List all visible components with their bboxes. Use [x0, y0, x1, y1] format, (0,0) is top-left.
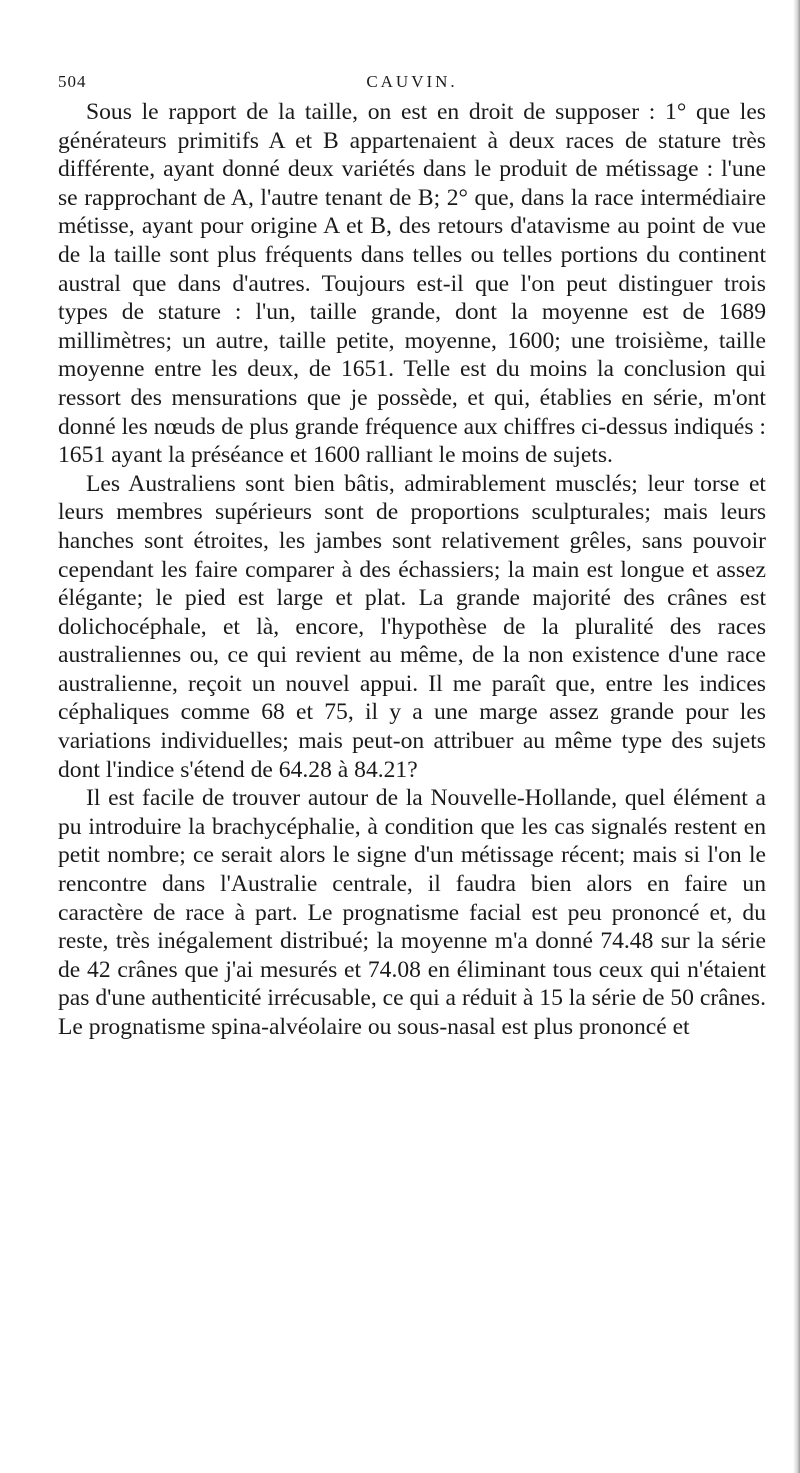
- book-page: [58, 72, 766, 1042]
- page-number: 504: [58, 72, 87, 91]
- running-title: CAUVIN.: [366, 72, 458, 91]
- paragraph-physique: Les Australiens sont bien bâtis, admirablement musclés; leur torse et leurs membres supérieurs sont de proportions sculpturales; mais leurs hanches sont étroites, les jambes sont relativement grêles, sans pouvoir cependant les faire comparer à des échassiers; la main est longue et assez élégante; le pied est large et plat. La grande majorité des crânes est dolichocéphale, et là, encore, l'hypothèse de la pluralité des races australiennes ou, ce qui revient au même, de la non existence d'une race australienne, reçoit un nouvel appui. Il me paraît que, entre les indices céphaliques comme 68 et 75, il y a une marge assez grande pour les variations individuelles; mais peut-on attribuer au même type des sujets dont l'indice s'étend de 64.28 à 84.21?: [58, 470, 766, 783]
- page-edge-shadow: [793, 0, 800, 1473]
- running-head: [58, 72, 766, 98]
- paragraph-brachycephaly: Il est facile de trouver autour de la Nouvelle-Hollande, quel élément a pu introduire la brachycéphalie, à condition que les cas signalés restent en petit nombre; ce serait alors le signe d'un métissage récent; mais si l'on le rencontre dans l'Australie centrale, il faudra bien alors en faire un caractère de race à part. Le prognatisme facial est peu prononcé et, du reste, très inégalement distribué; la moyenne m'a donné 74.48 sur la série de 42 crânes que j'ai mesurés et 74.08 en éliminant tous ceux qui n'étaient pas d'une authenticité irrécusable, ce qui a réduit à 15 la série de 50 crânes. Le prognatisme spina-alvéolaire ou sous-nasal est plus prononcé et: [58, 785, 766, 1040]
- paragraph-stature: Sous le rapport de la taille, on est en droit de supposer : 1° que les générateurs primitifs A et B appartenaient à deux races de stature très différente, ayant donné deux variétés dans le produit de métissage : l'une se rapprochant de A, l'autre tenant de B; 2° que, dans la race intermédiaire métisse, ayant pour origine A et B, des retours d'atavisme au point de vue de la taille sont plus fréquents dans telles ou telles portions du continent austral que dans d'autres. Toujours est-il que l'on peut distinguer trois types de stature : l'un, taille grande, dont la moyenne est de 1689 millimètres; un autre, taille petite, moyenne, 1600; une troisième, taille moyenne entre les deux, de 1651. Telle est du moins la conclusion qui ressort des mensurations que je possède, et qui, établies en série, m'ont donné les nœuds de plus grande fréquence aux chiffres ci-dessus indiqués : 1651 ayant la préséance et 1600 ralliant le moins de sujets.: [58, 99, 766, 469]
